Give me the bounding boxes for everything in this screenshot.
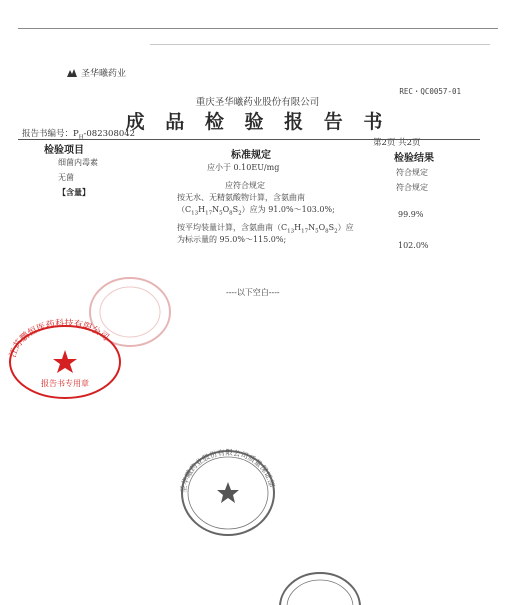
svg-text:江苏鹏恒医药科技有限公司: 江苏鹏恒医药科技有限公司	[8, 318, 111, 359]
bottom-seal-partial	[275, 565, 365, 605]
row-item-sterility: 无菌	[58, 173, 74, 182]
row-standard-endotoxin: 应小于 0.10EU/mg	[207, 163, 280, 172]
assay-result-1: 99.9%	[398, 210, 424, 219]
report-title: 成 品 检 验 报 告 书	[125, 111, 390, 133]
top-rule-faint	[150, 44, 490, 45]
assay-line-1: 按无水、无精氨酸物计算，含氨曲南	[177, 193, 305, 202]
star-icon	[217, 482, 239, 503]
assay-line-2: $(C_{13}H_{17}N_5O_8S_2)$应为 91.0%～103.0%;	[177, 205, 335, 217]
row-item-endotoxin: 细菌内毒素	[58, 158, 98, 167]
row-result-endotoxin: 符合规定	[396, 168, 428, 177]
svg-text:圣华曦药业股份有限公司质量保证部: 圣华曦药业股份有限公司质量保证部	[178, 448, 277, 494]
company-name: 重庆圣华曦药业股份有限公司	[195, 97, 320, 108]
star-icon	[53, 350, 77, 373]
row-result-sterility: 符合规定	[396, 183, 428, 192]
document-code: REC・QC0057-01	[399, 87, 461, 96]
column-standard-header: 标准规定	[231, 150, 271, 161]
column-result-header: 检验结果	[394, 153, 434, 164]
header-divider	[18, 139, 480, 140]
report-number: 报告书编号：$P_H-082308042$	[22, 129, 136, 141]
row-standard-sterility: 应符合规定	[225, 181, 265, 190]
blank-below-note: ----以下空白----	[226, 288, 280, 297]
logo-text: 圣华曦药业	[81, 69, 127, 79]
column-item-header: 检验项目	[44, 145, 84, 156]
red-report-seal	[5, 318, 123, 400]
company-logo	[66, 66, 126, 79]
assay-result-2: 102.0%	[398, 241, 429, 250]
page-info: 第2页 共2页	[373, 138, 421, 148]
assay-line-3: 按平均装量计算，含氨曲南$(C_{13}H_{17}N_5O_8S_2)$应	[177, 223, 354, 235]
svg-text:报告书专用章: 报告书专用章	[41, 379, 89, 388]
logo-icon	[66, 68, 78, 78]
quality-seal	[178, 448, 278, 538]
row-item-assay: 【含量】	[58, 187, 90, 197]
top-rule	[18, 28, 498, 29]
assay-line-4: 为标示量的 95.0%～115.0%;	[177, 235, 287, 244]
